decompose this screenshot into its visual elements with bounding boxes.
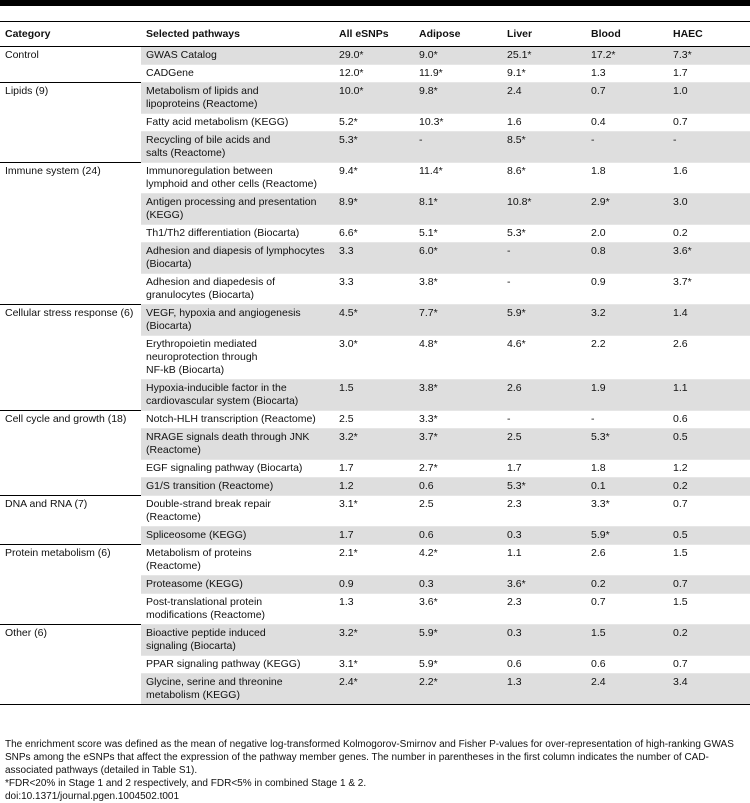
pathway-cell xyxy=(141,429,334,460)
table-row xyxy=(0,527,750,545)
category-cell xyxy=(0,132,141,163)
value-liver: 5.3* xyxy=(502,478,586,496)
category-cell: Cell cycle and growth (18) xyxy=(0,411,141,429)
value-liver: 0.3 xyxy=(502,527,586,545)
table-row xyxy=(0,594,750,625)
value-liver: 2.3 xyxy=(502,496,586,527)
value-liver: 1.3 xyxy=(502,674,586,705)
enrichment-table xyxy=(0,21,750,705)
pathway-text: Immunoregulation between xyxy=(146,165,273,177)
value-adipose: 3.8* xyxy=(414,380,502,411)
value-adipose: 10.3* xyxy=(414,114,502,132)
value-all-esnps: 5.2* xyxy=(334,114,414,132)
value-adipose: 4.8* xyxy=(414,336,502,380)
pathway-text: G1/S transition (Reactome) xyxy=(146,480,274,492)
footnote-fdr: *FDR<20% in Stage 1 and 2 respectively, and FDR<5% in combined Stage 1 & 2. xyxy=(5,778,367,789)
pathway-text: Bioactive peptide induced xyxy=(146,627,266,639)
value-liver: 1.1 xyxy=(502,545,586,576)
table-row xyxy=(0,496,750,527)
table-row xyxy=(0,411,750,429)
value-haec: 0.5 xyxy=(668,429,750,460)
pathway-cell xyxy=(141,114,334,132)
value-adipose: - xyxy=(414,132,502,163)
pathway-cell xyxy=(141,656,334,674)
value-all-esnps: 12.0* xyxy=(334,65,414,83)
value-liver: 2.3 xyxy=(502,594,586,625)
value-blood: 0.7 xyxy=(586,594,668,625)
value-haec: - xyxy=(668,132,750,163)
header-row xyxy=(0,22,750,47)
value-all-esnps: 1.7 xyxy=(334,527,414,545)
value-all-esnps: 1.3 xyxy=(334,594,414,625)
value-haec: 3.6* xyxy=(668,243,750,274)
value-haec: 7.3* xyxy=(668,47,750,65)
value-adipose: 2.5 xyxy=(414,496,502,527)
pathway-text: Adhesion and diapedesis of xyxy=(146,276,276,288)
category-cell xyxy=(0,594,141,625)
pathway-text: granulocytes (Biocarta) xyxy=(146,289,254,301)
value-blood: 0.4 xyxy=(586,114,668,132)
pathway-text: modifications (Reactome) xyxy=(146,609,266,621)
pathway-cell xyxy=(141,132,334,163)
pathway-text: Metabolism of proteins xyxy=(146,547,252,559)
value-haec: 0.5 xyxy=(668,527,750,545)
pathway-text: (Biocarta) xyxy=(146,258,192,270)
pathway-text: (Reactome) xyxy=(146,511,201,523)
value-adipose: 11.9* xyxy=(414,65,502,83)
category-cell xyxy=(0,114,141,132)
value-blood: 1.8 xyxy=(586,460,668,478)
value-liver: - xyxy=(502,411,586,429)
pathway-text: NF-kB (Biocarta) xyxy=(146,364,225,376)
table-row xyxy=(0,47,750,65)
pathway-text: Spliceosome (KEGG) xyxy=(146,529,247,541)
value-haec: 1.0 xyxy=(668,83,750,114)
value-adipose: 9.0* xyxy=(414,47,502,65)
pathway-text: Proteasome (KEGG) xyxy=(146,578,243,590)
value-all-esnps: 0.9 xyxy=(334,576,414,594)
value-blood: 2.4 xyxy=(586,674,668,705)
category-cell xyxy=(0,65,141,83)
category-cell xyxy=(0,460,141,478)
value-blood: 0.7 xyxy=(586,83,668,114)
value-all-esnps: 2.4* xyxy=(334,674,414,705)
value-adipose: 4.2* xyxy=(414,545,502,576)
pathway-cell xyxy=(141,47,334,65)
category-cell: Immune system (24) xyxy=(0,163,141,194)
table-body xyxy=(0,47,750,705)
pathway-text: Antigen processing and presentation xyxy=(146,196,317,208)
category-cell xyxy=(0,380,141,411)
pathway-cell xyxy=(141,194,334,225)
table-row xyxy=(0,576,750,594)
category-cell: Cellular stress response (6) xyxy=(0,305,141,336)
pathway-cell xyxy=(141,674,334,705)
table-row xyxy=(0,380,750,411)
value-adipose: 0.3 xyxy=(414,576,502,594)
value-liver: 0.3 xyxy=(502,625,586,656)
footnote-doi: doi:10.1371/journal.pgen.1004502.t001 xyxy=(5,791,180,802)
value-liver: 2.5 xyxy=(502,429,586,460)
value-adipose: 5.1* xyxy=(414,225,502,243)
value-liver: 2.6 xyxy=(502,380,586,411)
pathway-cell xyxy=(141,243,334,274)
value-all-esnps: 10.0* xyxy=(334,83,414,114)
value-haec: 1.1 xyxy=(668,380,750,411)
top-rule xyxy=(0,0,750,6)
value-haec: 2.6 xyxy=(668,336,750,380)
pathway-cell xyxy=(141,163,334,194)
pathway-text: Adhesion and diapesis of lymphocytes xyxy=(146,245,325,257)
pathway-cell xyxy=(141,336,334,380)
pathway-text: (Biocarta) xyxy=(146,320,192,332)
pathway-cell xyxy=(141,545,334,576)
pathway-text: Erythropoietin mediated xyxy=(146,338,257,350)
category-cell xyxy=(0,194,141,225)
value-liver: 8.6* xyxy=(502,163,586,194)
value-haec: 0.2 xyxy=(668,478,750,496)
value-haec: 1.7 xyxy=(668,65,750,83)
pathway-cell xyxy=(141,527,334,545)
table-row xyxy=(0,336,750,380)
value-adipose: 3.3* xyxy=(414,411,502,429)
category-cell: Lipids (9) xyxy=(0,83,141,114)
value-adipose: 9.8* xyxy=(414,83,502,114)
value-blood: 3.3* xyxy=(586,496,668,527)
value-liver: 1.7 xyxy=(502,460,586,478)
category-cell xyxy=(0,478,141,496)
pathway-text: PPAR signaling pathway (KEGG) xyxy=(146,658,301,670)
value-haec: 3.4 xyxy=(668,674,750,705)
value-all-esnps: 5.3* xyxy=(334,132,414,163)
value-all-esnps: 6.6* xyxy=(334,225,414,243)
pathway-text: NRAGE signals death through JNK xyxy=(146,431,310,443)
pathway-cell xyxy=(141,380,334,411)
pathway-text: salts (Reactome) xyxy=(146,147,226,159)
value-all-esnps: 1.7 xyxy=(334,460,414,478)
pathway-text: lipoproteins (Reactome) xyxy=(146,98,258,110)
value-adipose: 3.7* xyxy=(414,429,502,460)
category-cell: DNA and RNA (7) xyxy=(0,496,141,527)
pathway-text: CADGene xyxy=(146,67,194,79)
value-all-esnps: 3.1* xyxy=(334,496,414,527)
value-haec: 1.5 xyxy=(668,594,750,625)
value-blood: 17.2* xyxy=(586,47,668,65)
pathway-text: GWAS Catalog xyxy=(146,49,217,61)
value-haec: 1.5 xyxy=(668,545,750,576)
pathway-cell xyxy=(141,274,334,305)
value-liver: 8.5* xyxy=(502,132,586,163)
value-haec: 1.4 xyxy=(668,305,750,336)
pathway-text: (Reactome) xyxy=(146,444,201,456)
value-blood: 2.2 xyxy=(586,336,668,380)
value-liver: 5.3* xyxy=(502,225,586,243)
pathway-cell xyxy=(141,65,334,83)
pathway-text: (KEGG) xyxy=(146,209,184,221)
value-liver: 2.4 xyxy=(502,83,586,114)
value-all-esnps: 1.2 xyxy=(334,478,414,496)
pathway-cell xyxy=(141,478,334,496)
table-row xyxy=(0,132,750,163)
pathway-text: cardiovascular system (Biocarta) xyxy=(146,395,299,407)
table-row xyxy=(0,545,750,576)
pathway-cell xyxy=(141,576,334,594)
value-all-esnps: 4.5* xyxy=(334,305,414,336)
value-all-esnps: 29.0* xyxy=(334,47,414,65)
value-all-esnps: 9.4* xyxy=(334,163,414,194)
header-adipose: Adipose xyxy=(414,22,502,47)
value-liver: 25.1* xyxy=(502,47,586,65)
value-blood: - xyxy=(586,132,668,163)
value-haec: 0.7 xyxy=(668,496,750,527)
value-liver: 5.9* xyxy=(502,305,586,336)
pathway-cell xyxy=(141,460,334,478)
value-haec: 0.2 xyxy=(668,225,750,243)
value-all-esnps: 1.5 xyxy=(334,380,414,411)
header-all-esnps: All eSNPs xyxy=(334,22,414,47)
pathway-text: Hypoxia-inducible factor in the xyxy=(146,382,287,394)
value-all-esnps: 3.2* xyxy=(334,625,414,656)
value-blood: 0.8 xyxy=(586,243,668,274)
table-row xyxy=(0,114,750,132)
pathway-text: Double-strand break repair xyxy=(146,498,271,510)
value-liver: - xyxy=(502,243,586,274)
value-blood: 2.9* xyxy=(586,194,668,225)
value-blood: 2.0 xyxy=(586,225,668,243)
category-cell: Protein metabolism (6) xyxy=(0,545,141,576)
footnote-description: The enrichment score was defined as the mean of negative log-transformed Kolmogorov-Smirnov and Fisher P-values for over-representation of high-ranking GWAS SNPs among the eSNPs that affect the expression of the pathway member genes. The number in parentheses in the first column indicates the number of CAD-associated pathways (detailed in Table S1). xyxy=(5,739,734,776)
category-cell xyxy=(0,674,141,705)
value-liver: 1.6 xyxy=(502,114,586,132)
value-adipose: 5.9* xyxy=(414,625,502,656)
value-all-esnps: 2.1* xyxy=(334,545,414,576)
value-haec: 1.2 xyxy=(668,460,750,478)
value-all-esnps: 8.9* xyxy=(334,194,414,225)
table-row xyxy=(0,625,750,656)
pathway-text: (Reactome) xyxy=(146,560,201,572)
value-haec: 0.7 xyxy=(668,576,750,594)
value-haec: 3.0 xyxy=(668,194,750,225)
value-liver: 9.1* xyxy=(502,65,586,83)
value-all-esnps: 3.0* xyxy=(334,336,414,380)
header-category: Category xyxy=(0,22,141,47)
table-row xyxy=(0,194,750,225)
value-haec: 0.6 xyxy=(668,411,750,429)
value-blood: - xyxy=(586,411,668,429)
value-adipose: 2.7* xyxy=(414,460,502,478)
pathway-cell xyxy=(141,83,334,114)
table-row xyxy=(0,163,750,194)
table-row xyxy=(0,656,750,674)
table-row xyxy=(0,460,750,478)
value-blood: 5.3* xyxy=(586,429,668,460)
pathway-cell xyxy=(141,305,334,336)
pathway-text: VEGF, hypoxia and angiogenesis xyxy=(146,307,301,319)
pathway-text: Recycling of bile acids and xyxy=(146,134,271,146)
pathway-cell xyxy=(141,594,334,625)
pathway-cell xyxy=(141,625,334,656)
pathway-text: Glycine, serine and threonine xyxy=(146,676,283,688)
pathway-text: Metabolism of lipids and xyxy=(146,85,259,97)
pathway-cell xyxy=(141,411,334,429)
pathway-text: Fatty acid metabolism (KEGG) xyxy=(146,116,289,128)
header-pathways: Selected pathways xyxy=(141,22,334,47)
value-adipose: 0.6 xyxy=(414,527,502,545)
value-haec: 0.7 xyxy=(668,656,750,674)
value-adipose: 5.9* xyxy=(414,656,502,674)
value-blood: 1.3 xyxy=(586,65,668,83)
pathway-text: lymphoid and other cells (Reactome) xyxy=(146,178,317,190)
value-all-esnps: 3.3 xyxy=(334,243,414,274)
value-adipose: 2.2* xyxy=(414,674,502,705)
value-blood: 0.2 xyxy=(586,576,668,594)
pathway-text: signaling (Biocarta) xyxy=(146,640,236,652)
category-cell xyxy=(0,336,141,380)
category-cell xyxy=(0,243,141,274)
value-adipose: 7.7* xyxy=(414,305,502,336)
value-blood: 0.1 xyxy=(586,478,668,496)
pathway-cell xyxy=(141,225,334,243)
value-adipose: 0.6 xyxy=(414,478,502,496)
table-row xyxy=(0,674,750,705)
value-haec: 0.2 xyxy=(668,625,750,656)
value-blood: 0.9 xyxy=(586,274,668,305)
value-liver: 10.8* xyxy=(502,194,586,225)
value-all-esnps: 3.3 xyxy=(334,274,414,305)
value-blood: 5.9* xyxy=(586,527,668,545)
value-liver: - xyxy=(502,274,586,305)
value-liver: 3.6* xyxy=(502,576,586,594)
header-liver: Liver xyxy=(502,22,586,47)
value-haec: 3.7* xyxy=(668,274,750,305)
value-adipose: 8.1* xyxy=(414,194,502,225)
value-blood: 1.8 xyxy=(586,163,668,194)
value-liver: 4.6* xyxy=(502,336,586,380)
table-row xyxy=(0,429,750,460)
value-blood: 1.5 xyxy=(586,625,668,656)
category-cell xyxy=(0,429,141,460)
value-blood: 1.9 xyxy=(586,380,668,411)
pathway-text: Post-translational protein xyxy=(146,596,263,608)
value-all-esnps: 2.5 xyxy=(334,411,414,429)
value-adipose: 6.0* xyxy=(414,243,502,274)
table-row xyxy=(0,83,750,114)
pathway-text: metabolism (KEGG) xyxy=(146,689,240,701)
header-haec: HAEC xyxy=(668,22,750,47)
table-row xyxy=(0,305,750,336)
category-cell xyxy=(0,274,141,305)
value-blood: 0.6 xyxy=(586,656,668,674)
table-row xyxy=(0,274,750,305)
table-footnotes xyxy=(5,738,745,803)
category-cell: Other (6) xyxy=(0,625,141,656)
pathway-text: Notch-HLH transcription (Reactome) xyxy=(146,413,316,425)
table-row xyxy=(0,478,750,496)
category-cell xyxy=(0,656,141,674)
header-blood: Blood xyxy=(586,22,668,47)
table-row xyxy=(0,225,750,243)
value-adipose: 3.6* xyxy=(414,594,502,625)
category-cell xyxy=(0,527,141,545)
value-adipose: 11.4* xyxy=(414,163,502,194)
table-row xyxy=(0,243,750,274)
category-cell xyxy=(0,576,141,594)
value-adipose: 3.8* xyxy=(414,274,502,305)
value-haec: 1.6 xyxy=(668,163,750,194)
value-all-esnps: 3.2* xyxy=(334,429,414,460)
value-blood: 2.6 xyxy=(586,545,668,576)
value-haec: 0.7 xyxy=(668,114,750,132)
pathway-text: neuroprotection through xyxy=(146,351,258,363)
value-blood: 3.2 xyxy=(586,305,668,336)
category-cell: Control xyxy=(5,49,39,61)
category-cell xyxy=(0,225,141,243)
pathway-text: EGF signaling pathway (Biocarta) xyxy=(146,462,303,474)
value-all-esnps: 3.1* xyxy=(334,656,414,674)
pathway-text: Th1/Th2 differentiation (Biocarta) xyxy=(146,227,300,239)
value-liver: 0.6 xyxy=(502,656,586,674)
pathway-cell xyxy=(141,496,334,527)
table-row xyxy=(0,65,750,83)
